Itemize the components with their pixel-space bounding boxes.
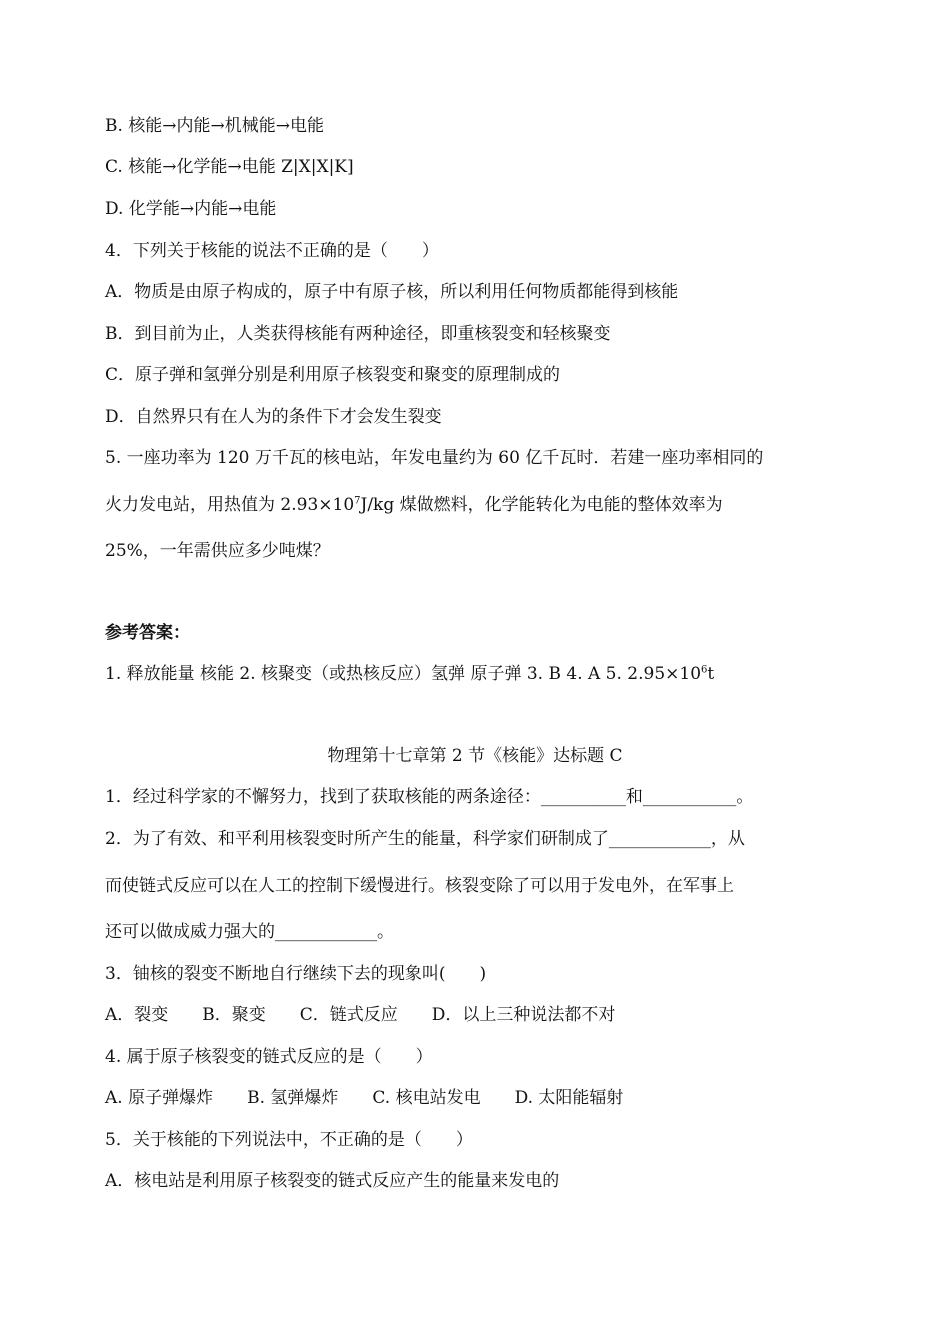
q4-option-d: D．自然界只有在人为的条件下才会发生裂变 xyxy=(105,407,442,427)
c-question-4-options: A. 原子弹爆炸 B. 氢弹爆炸 C. 核电站发电 D. 太阳能辐射 xyxy=(105,1088,624,1108)
c-question-4: 4. 属于原子核裂变的链式反应的是（ ） xyxy=(105,1047,433,1067)
q4-option-a: A．物质是由原子构成的，原子中有原子核，所以利用任何物质都能得到核能 xyxy=(105,282,679,302)
c-question-1: 1．经过科学家的不懈努力，找到了获取核能的两条途径：__________和___________。 xyxy=(105,787,754,807)
question-5-line-2 xyxy=(105,494,723,516)
q5-exponent: 7 xyxy=(354,495,361,507)
c-question-3-options: A．裂变 B．聚变 C．链式反应 D．以上三种说法都不对 xyxy=(105,1005,616,1025)
q5-text-b: J/kg 煤做燃料，化学能转化为电能的整体效率为 xyxy=(360,495,723,515)
q4-option-b: B．到目前为止，人类获得核能有两种途径，即重核裂变和轻核聚变 xyxy=(105,324,611,344)
question-4: 4．下列关于核能的说法不正确的是（ ） xyxy=(105,241,439,261)
option-d-energy-chain: D. 化学能→内能→电能 xyxy=(105,199,277,219)
option-c-energy-chain: C. 核能→化学能→电能 Z|X|X|K] xyxy=(105,157,354,177)
question-5-line-3: 25%，一年需供应多少吨煤？ xyxy=(105,541,330,561)
question-5-line-1: 5. 一座功率为 120 万千瓦的核电站，年发电量约为 60 亿千瓦时．若建一座功率相同的 xyxy=(105,448,764,468)
c-question-2-line-3: 还可以做成威力强大的____________。 xyxy=(105,922,394,942)
q4-option-c: C．原子弹和氢弹分别是利用原子核裂变和聚变的原理制成的 xyxy=(105,365,561,385)
option-b-energy-chain: B. 核能→内能→机械能→电能 xyxy=(105,116,325,136)
answers-text-b: t xyxy=(707,664,715,684)
answers-line xyxy=(105,663,714,685)
answers-exponent: 6 xyxy=(701,664,708,676)
answers-heading: 参考答案： xyxy=(105,623,190,643)
c-question-5-option-a: A．核电站是利用原子核裂变的链式反应产生的能量来发电的 xyxy=(105,1171,560,1191)
q5-text-a: 火力发电站，用热值为 2.93×10 xyxy=(105,495,355,515)
c-question-5: 5．关于核能的下列说法中，不正确的是（ ） xyxy=(105,1130,473,1150)
c-question-3: 3．铀核的裂变不断地自行继续下去的现象叫( ) xyxy=(105,964,487,984)
section-title: 物理第十七章第 2 节《核能》达标题 C xyxy=(327,746,623,766)
c-question-2-line-2: 而使链式反应可以在人工的控制下缓慢进行。核裂变除了可以用于发电外，在军事上 xyxy=(105,876,734,896)
answers-text-a: 1. 释放能量 核能 2. 核聚变（或热核反应）氢弹 原子弹 3. B 4. A 5. 2.95×10 xyxy=(105,664,702,684)
c-question-2-line-1: 2．为了有效、和平利用核裂变时所产生的能量，科学家们研制成了____________，从 xyxy=(105,829,745,849)
